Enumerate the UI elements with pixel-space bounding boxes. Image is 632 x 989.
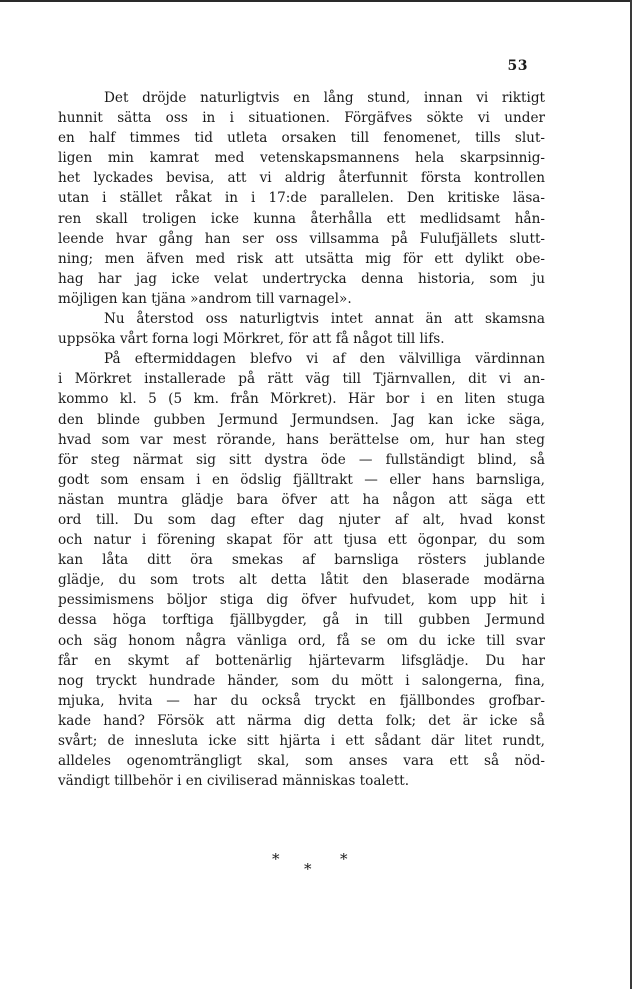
text-line: hvad som var mest rörande, hans berättelse om, hur han steg <box>58 431 545 448</box>
text-line: kade hand? Försök att närma dig detta folk; det är icke så <box>58 712 545 729</box>
text-line: och säg honom några vänliga ord, få se om du icke till svar <box>58 632 545 649</box>
asterisk: * <box>304 860 312 878</box>
page-number: 53 <box>507 58 528 74</box>
text-line: ning; men äfven med risk att utsätta mig för ett dylikt obe- <box>58 250 545 267</box>
text-line: Det dröjde naturligtvis en lång stund, innan vi riktigt <box>104 90 545 106</box>
text-line: På eftermiddagen blefvo vi af den välvilliga värdinnan <box>104 351 545 368</box>
text-line: svårt; de innesluta icke sitt hjärta i ett sådant där litet rundt, <box>58 733 545 749</box>
text-line: godt som ensam i en ödslig fjälltrakt — eller hans barnsliga, <box>58 471 545 488</box>
text-line: glädje, du som trots alt detta låtit den blaserade modärna <box>58 572 545 589</box>
text-line: kommo kl. 5 (5 km. från Mörkret). Här bor i en liten stuga <box>58 391 545 408</box>
text-line: ren skall troligen icke kunna återhålla ett medlidsamt hån- <box>58 210 545 227</box>
text-line: den blinde gubben Jermund Jermundsen. Jag kan icke säga, <box>58 411 545 428</box>
section-separator <box>0 850 632 890</box>
text-line: pessimismens böljor stiga dig öfver hufvudet, kom upp hit i <box>58 592 545 609</box>
text-line: ord till. Du som dag efter dag njuter af alt, hvad konst <box>58 511 545 528</box>
text-line: hag har jag icke velat undertrycka denna historia, som ju <box>58 270 545 287</box>
text-line: kan låta ditt öra smekas af barnsliga rösters jublande <box>58 552 545 569</box>
asterisk: * <box>340 850 348 868</box>
text-line: uppsöka vårt forna logi Mörkret, för att få något till lifs. <box>58 331 445 348</box>
text-line: nästan muntra glädje bara öfver att ha någon att säga ett <box>58 491 545 508</box>
asterisk: * <box>272 850 280 868</box>
text-line: för steg närmat sig sitt dystra öde — fullständigt blind, så <box>58 451 545 468</box>
text-line: möjligen kan tjäna »androm till varnagel». <box>58 290 352 307</box>
text-line: nog tryckt hundrade händer, som du mött i salongerna, fina, <box>58 672 545 689</box>
text-line: i Mörkret installerade på rätt väg till Tjärnvallen, dit vi an- <box>58 371 545 388</box>
text-line: hunnit sätta oss in i situationen. Förgäfves sökte vi under <box>58 110 545 127</box>
text-line: får en skymt af bottenärlig hjärtevarm lifsglädje. Du har <box>58 652 545 669</box>
body-text <box>58 88 545 791</box>
text-line: alldeles ogenomträngligt skal, som anses vara ett så nöd- <box>58 753 545 770</box>
text-line: het lyckades bevisa, att vi aldrig återfunnit första kontrollen <box>58 170 545 187</box>
text-line: dessa höga torftiga fjällbygder, gå in till gubben Jermund <box>58 612 545 629</box>
text-line: ligen min kamrat med vetenskapsmannens hela skarpsinnig- <box>58 150 545 167</box>
page-top-edge <box>0 0 632 2</box>
text-line: Nu återstod oss naturligtvis intet annat än att skamsna <box>104 311 545 328</box>
text-line: vändigt tillbehör i en civiliserad människas toalett. <box>58 773 410 790</box>
text-line: mjuka, hvita — har du också tryckt en fjällbondes grofbar- <box>58 692 545 709</box>
text-line: utan i stället råkat in i 17:de parallelen. Den kritiske läsa- <box>58 190 545 207</box>
text-line: leende hvar gång han ser oss villsamma på Fulufjällets slutt- <box>58 230 545 247</box>
text-line: en half timmes tid utleta orsaken till fenomenet, tills slut- <box>58 130 545 147</box>
text-line: och natur i förening skapat för att tjusa ett ögonpar, du som <box>58 532 545 549</box>
